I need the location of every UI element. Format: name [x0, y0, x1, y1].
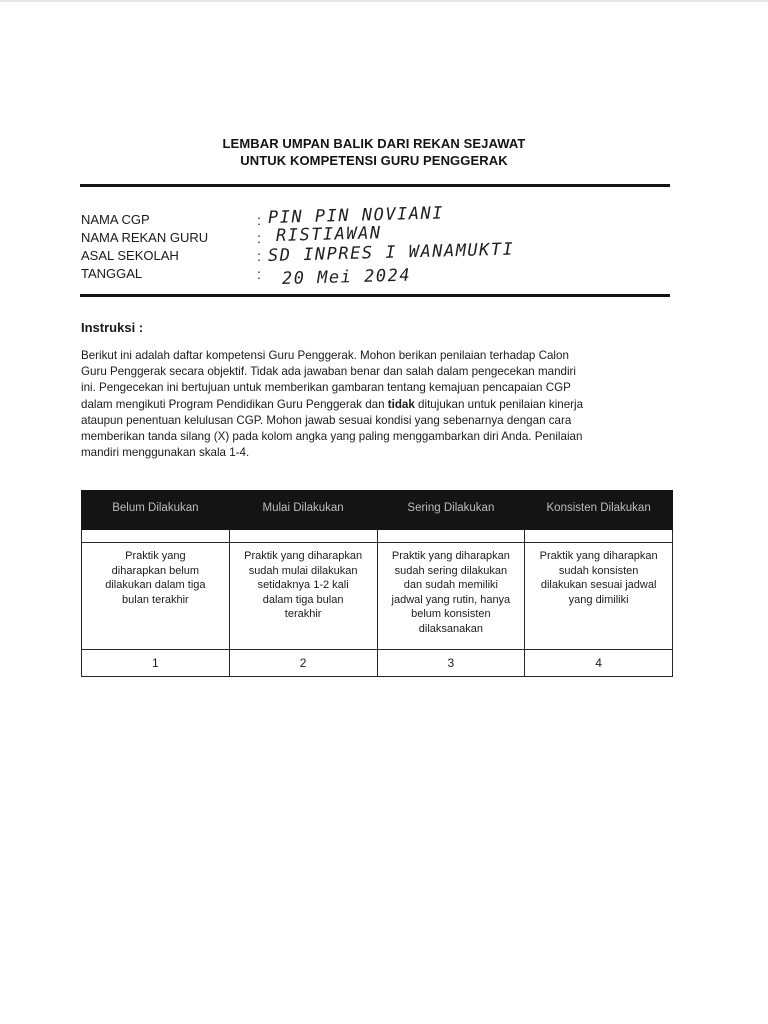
scale-header-mulai-dilakukan: Mulai Dilakukan: [229, 490, 377, 530]
field-colon: :: [257, 230, 261, 246]
description-line: Praktik yang: [125, 550, 186, 562]
description-line: sudah sering dilakukan: [394, 564, 508, 577]
description-line: dalam tiga bulan: [262, 593, 344, 606]
field-label-tanggal: TANGGAL: [81, 266, 143, 281]
handwritten-tanggal: 20 Mei 2024: [281, 265, 412, 289]
description-line: bulan terakhir: [122, 593, 189, 606]
scale-description-row: [82, 543, 673, 650]
instruction-paragraph: [81, 348, 675, 461]
description-line: setidaknya 1-2 kali: [257, 579, 349, 591]
header-divider-top: [80, 184, 670, 187]
description-line: Praktik yang diharapkan: [391, 550, 510, 562]
description-line: diharapkan belum: [111, 564, 200, 577]
handwritten-nama-cgp: PIN PIN NOVIANI: [267, 203, 445, 228]
spacer-cell: [229, 530, 377, 543]
scale-number-1: 1: [82, 650, 230, 677]
description-line: Praktik yang diharapkan: [244, 550, 363, 562]
scale-header-belum-dilakukan: Belum Dilakukan: [82, 490, 230, 530]
instruction-line: ini. Pengecekan ini bertujuan untuk memberikan gambaran tentang kemajuan pencapaian CGP: [81, 381, 571, 395]
field-colon: :: [257, 212, 261, 228]
description-line: sudah konsisten: [558, 564, 639, 577]
field-label-nama-rekan-guru: NAMA REKAN GURU: [81, 230, 209, 245]
instruction-text: ditujukan untuk penilaian kinerja: [414, 397, 584, 411]
scale-number-2: 2: [229, 650, 377, 677]
field-label-nama-cgp: NAMA CGP: [81, 212, 150, 227]
instruction-text: dalam mengikuti Program Pendidikan Guru Penggerak dan: [81, 397, 388, 411]
scale-spacer-row: [82, 530, 673, 543]
instruction-line: Berikut ini adalah daftar kompetensi Guru Penggerak. Mohon berikan penilaian terhadap Calon: [81, 349, 569, 362]
instruction-line: [81, 397, 675, 413]
field-label-asal-sekolah: ASAL SEKOLAH: [81, 248, 179, 263]
scale-description-3: [377, 543, 525, 650]
instruction-heading: Instruksi :: [81, 320, 144, 335]
description-line: dilakukan sesuai jadwal: [540, 579, 657, 591]
description-line: terakhir: [284, 608, 322, 620]
instruction-line: mandiri menggunakan skala 1-4.: [81, 446, 250, 460]
header-divider-bottom: [80, 294, 670, 297]
description-line: dilakukan dalam tiga: [105, 579, 206, 591]
rating-scale-table: [81, 490, 673, 677]
scale-description-1: [82, 543, 230, 650]
scale-description-2: [229, 543, 377, 650]
instruction-line: memberikan tanda silang (X) pada kolom angka yang paling menggambarkan diri Anda. Penilaian: [81, 430, 583, 444]
instruction-line: ataupun penentuan kelulusan CGP. Mohon jawab sesuai kondisi yang sebenarnya dengan cara: [81, 413, 572, 427]
description-line: sudah mulai dilakukan: [248, 564, 358, 577]
scale-number-4: 4: [525, 650, 673, 677]
field-colon: :: [257, 266, 261, 282]
scale-header-sering-dilakukan: Sering Dilakukan: [377, 490, 525, 530]
scale-header-konsisten-dilakukan: Konsisten Dilakukan: [525, 490, 673, 530]
handwritten-asal-sekolah: SD INPRES I WANAMUKTI: [267, 239, 515, 266]
scale-number-row: [82, 650, 673, 677]
spacer-cell: [82, 530, 230, 543]
description-line: belum konsisten: [411, 608, 491, 620]
field-colon: :: [257, 248, 261, 264]
description-line: dilaksanakan: [418, 622, 483, 635]
spacer-cell: [377, 530, 525, 543]
handwritten-nama-rekan-guru: RISTIAWAN: [275, 223, 382, 246]
spacer-cell: [525, 530, 673, 543]
document-title-line-2: UNTUK KOMPETENSI GURU PENGGERAK: [240, 153, 508, 168]
scale-header-row: [82, 490, 673, 530]
instruction-line: Guru Penggerak secara objektif. Tidak ada jawaban benar dan salah dalam pengecekan mandiri: [81, 365, 576, 379]
description-line: yang dimiliki: [568, 593, 629, 606]
scale-description-4: [525, 543, 673, 650]
description-line: Praktik yang diharapkan: [539, 550, 658, 562]
document-title-line-1: LEMBAR UMPAN BALIK DARI REKAN SEJAWAT: [222, 136, 526, 151]
scale-number-3: 3: [377, 650, 525, 677]
scan-edge: [0, 0, 768, 2]
description-line: jadwal yang rutin, hanya: [391, 593, 511, 606]
instruction-emphasis: tidak: [387, 397, 415, 411]
description-line: dan sudah memiliki: [403, 579, 498, 591]
